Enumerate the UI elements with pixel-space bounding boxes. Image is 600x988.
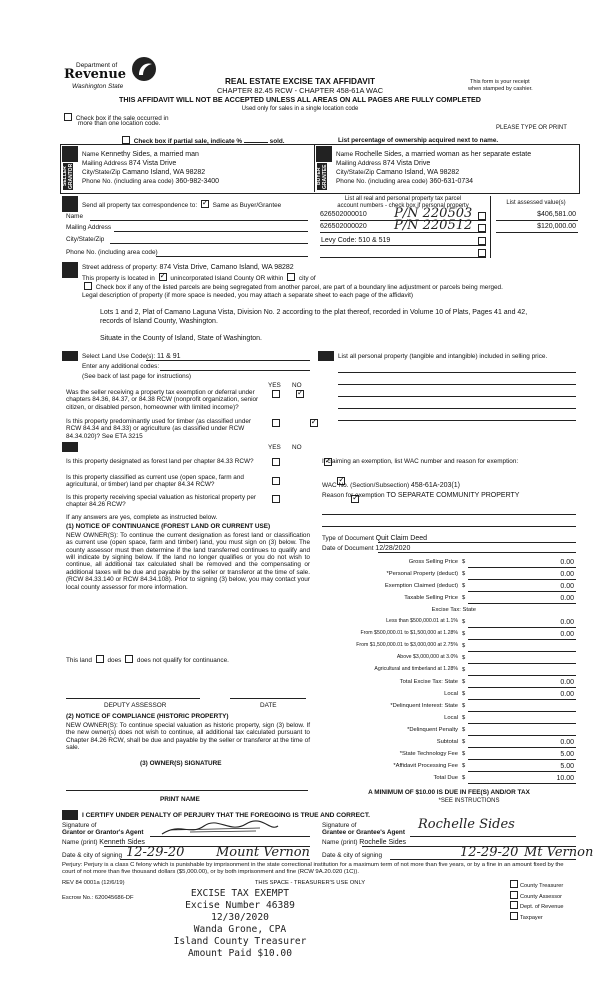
q1-yes-checkbox[interactable] bbox=[272, 390, 280, 398]
parcel-personal-checkbox[interactable] bbox=[478, 224, 486, 232]
qualify-row bbox=[66, 655, 229, 664]
buyer-side-label: BUYER GRANTEE bbox=[316, 164, 328, 189]
dor-logo bbox=[62, 58, 162, 92]
owner-signature-label: (3) OWNER(S) SIGNATURE bbox=[140, 760, 222, 767]
parcel-personal-checkbox[interactable] bbox=[478, 212, 486, 220]
grantee-print-name[interactable]: Rochelle Sides bbox=[359, 839, 406, 846]
dor-revenue: Revenue bbox=[64, 67, 127, 82]
seller-name-row bbox=[82, 151, 308, 159]
stamp-line: Wanda Grone, CPA bbox=[193, 923, 287, 935]
fee-row: Total Due $ 10.00 bbox=[433, 775, 574, 782]
multi-location-checkbox[interactable] bbox=[64, 113, 72, 121]
seller-city-row bbox=[82, 169, 308, 177]
does-not-qualify-checkbox[interactable] bbox=[125, 655, 133, 663]
fee-row bbox=[322, 607, 576, 617]
corr-phone-label: Phone No. (including area code) bbox=[66, 249, 158, 256]
buyer-name-row bbox=[336, 151, 576, 159]
buyer-city[interactable]: Camano Island, WA 98282 bbox=[376, 169, 460, 176]
copy-distribution bbox=[508, 880, 564, 922]
stamp-line: EXCISE TAX EXEMPT bbox=[190, 888, 290, 899]
reason-label: Reason for exemption bbox=[322, 492, 385, 499]
grantor-sig-label-2: Grantor or Grantor's Agent bbox=[62, 829, 144, 836]
same-as-buyer-checkbox[interactable] bbox=[201, 200, 209, 208]
land-use-codes[interactable]: 11 & 91 bbox=[156, 353, 181, 360]
street-address[interactable]: 874 Vista Drive, Camano Island, WA 98282 bbox=[159, 264, 294, 271]
corr-name-label: Name bbox=[66, 213, 84, 220]
parcel-assessed-value[interactable]: $406,581.00 bbox=[537, 211, 576, 218]
buyer-phone[interactable]: 360-631-0734 bbox=[429, 178, 474, 185]
fee-label: *Affidavit Processing Fee bbox=[393, 763, 458, 769]
compliance-title: (2) NOTICE OF COMPLIANCE (HISTORIC PROPERTY) bbox=[66, 713, 229, 720]
seller-name[interactable]: Kennethy Sides, a married man bbox=[100, 151, 199, 158]
located-row bbox=[82, 273, 316, 282]
copy-checkbox[interactable] bbox=[510, 891, 518, 899]
legal-description-3[interactable]: Situate in the County of Island, State of Washington. bbox=[100, 335, 263, 342]
buyer-name-label: Name bbox=[336, 151, 354, 158]
q3-text: Is this property designated as forest land per chapter 84.33 RCW? bbox=[66, 458, 254, 465]
correspondence-marker-icon bbox=[62, 196, 78, 212]
fee-value[interactable]: 0.00 bbox=[560, 691, 574, 698]
parcel-number[interactable]: 626502000020 bbox=[320, 223, 367, 230]
doc-date-label: Date of Document bbox=[322, 545, 374, 552]
fee-row: Total Excise Tax: State $ 0.00 bbox=[399, 679, 574, 686]
fee-label: Excise Tax: State bbox=[431, 607, 476, 613]
additional-codes-label: Enter any additional codes: bbox=[82, 363, 160, 370]
doc-type-label: Type of Document bbox=[322, 535, 374, 542]
street-row bbox=[82, 264, 294, 272]
grantor-city-handwritten[interactable]: Mount Vernon bbox=[216, 845, 310, 860]
receipt-note-2: when stamped by cashier. bbox=[468, 86, 533, 92]
parcel-number[interactable]: 626502000010 bbox=[320, 211, 367, 218]
fee-row: Above $3,000,000 at 3.0% $ bbox=[322, 655, 576, 665]
land-use-label: Select Land Use Code(s): bbox=[82, 353, 156, 360]
escrow-number: Escrow No.: 620045686-DF bbox=[62, 895, 134, 901]
buyer-city-row bbox=[336, 169, 576, 177]
multi-location-label-2: more than one location code. bbox=[78, 120, 161, 127]
partial-sale-label: Check box if partial sale, indicate % bbox=[133, 138, 243, 145]
deputy-assessor-label: DEPUTY ASSESSOR bbox=[104, 702, 167, 709]
fee-label: Taxable Selling Price bbox=[404, 595, 458, 601]
grantee-print-label: Name (print) bbox=[322, 839, 358, 846]
fee-label: Local bbox=[444, 715, 458, 721]
copy-checkbox[interactable] bbox=[510, 880, 518, 888]
yes-header: YES bbox=[268, 382, 281, 389]
minimum-fee-note: A MINIMUM OF $10.00 IS DUE IN FEE(S) AND/OR TAX bbox=[368, 789, 530, 796]
seller-side-label: SELLER GRANTOR bbox=[62, 163, 74, 190]
copy-checkbox[interactable] bbox=[510, 901, 518, 909]
same-as-buyer-label: Same as Buyer/Grantee bbox=[212, 202, 282, 209]
continuance-text: NEW OWNER(S): To continue the current designation as forest land or classification as current use (open space, farm and timber) land, you must sign on (3) below. The county assessor must then determine if the land transferred continues to qualify and will indicate by signing below. If the land no longer qualifies or you do not wish to continue, all additional tax calculated shall be removed and the compensating or additional taxes will be due and payable by the seller or transferor at the time of sale. (RCW 84.33.140 or RCW 84.34.108). Prior to signing (3) below, you may contact your local county assessor for more information. bbox=[66, 532, 310, 591]
correspondence-row bbox=[82, 200, 281, 209]
corr-phone-field[interactable] bbox=[156, 256, 308, 257]
fee-row: Local $ 0.00 bbox=[444, 691, 574, 698]
doc-date[interactable]: 12/28/2020 bbox=[375, 545, 411, 552]
stamp-line: 12/30/2020 bbox=[211, 911, 269, 923]
segregated-row bbox=[82, 282, 582, 291]
grantor-print-name[interactable]: Kenneth Sides bbox=[99, 839, 145, 846]
copy-label: County Treasurer bbox=[520, 883, 564, 889]
seller-phone[interactable]: 360-982-3400 bbox=[175, 178, 220, 185]
fee-value[interactable]: 0.00 bbox=[560, 595, 574, 602]
stamp-line: Amount Paid $10.00 bbox=[188, 947, 292, 959]
fee-value[interactable]: 5.00 bbox=[560, 763, 574, 770]
see-instructions-note: *SEE INSTRUCTIONS bbox=[438, 798, 500, 804]
grantor-sig-label-1: Signature of bbox=[62, 822, 97, 829]
personal-property-marker-icon bbox=[318, 351, 334, 361]
grantee-signature: Rochelle Sides bbox=[418, 817, 515, 832]
seller-section-marker-icon bbox=[62, 146, 78, 162]
q2-text: Is this property predominantly used for timber (as classified under RCW 84.34 and 84.33) or agriculture (as classified under RCW 84.34.020)? See ETA 3215 bbox=[66, 418, 252, 440]
fee-label: Subtotal bbox=[436, 739, 458, 745]
reason-text[interactable]: TO SEPARATE COMMUNITY PROPERTY bbox=[386, 492, 520, 499]
fee-label: Above $3,000,000 at 3.0% bbox=[396, 654, 458, 660]
form-title: REAL ESTATE EXCISE TAX AFFIDAVIT bbox=[225, 77, 375, 86]
fee-row: Taxable Selling Price $ 0.00 bbox=[404, 595, 574, 602]
buyer-phone-row bbox=[336, 178, 576, 186]
parcels-header-2: account numbers - check box if personal property bbox=[337, 203, 469, 209]
exemption-label: If claiming an exemption, list WAC number and reason for exemption: bbox=[322, 458, 519, 465]
corr-mailing-field[interactable] bbox=[114, 231, 308, 232]
buyer-mailing[interactable]: 874 Vista Drive bbox=[382, 160, 431, 167]
corr-name-field[interactable] bbox=[90, 220, 308, 221]
fee-label: Gross Selling Price bbox=[408, 559, 458, 565]
fee-value[interactable]: 5.00 bbox=[560, 751, 574, 758]
buyer-mailing-label: Mailing Address bbox=[336, 160, 382, 167]
stamp-line: Island County Treasurer bbox=[173, 935, 307, 947]
fee-value[interactable]: 0.00 bbox=[560, 583, 574, 590]
fee-table bbox=[322, 559, 576, 809]
fee-value[interactable]: 0.00 bbox=[560, 571, 574, 578]
corr-city-field[interactable] bbox=[110, 243, 308, 244]
fee-value[interactable]: 0.00 bbox=[560, 739, 574, 746]
grantee-date-handwritten[interactable]: 12-29-20 bbox=[460, 845, 519, 860]
copy-checkbox[interactable] bbox=[510, 912, 518, 920]
personal-property-label: List all personal property (tangible and intangible) included in selling price. bbox=[338, 353, 548, 360]
fee-value[interactable]: 0.00 bbox=[560, 679, 574, 686]
continuance-title: (1) NOTICE OF CONTINUANCE (FOREST LAND OR CURRENT USE) bbox=[66, 523, 271, 530]
buyer-phone-label: Phone No. (including area code) bbox=[336, 178, 428, 185]
no-header-2: NO bbox=[292, 444, 302, 451]
doc-type[interactable]: Quit Claim Deed bbox=[375, 535, 428, 542]
seller-city-label: City/State/Zip bbox=[82, 169, 121, 176]
levy-code[interactable]: Levy Code: 510 & 519 bbox=[321, 237, 391, 244]
does-label: does bbox=[107, 657, 122, 664]
legal-description-1[interactable]: Lots 1 and 2, Plat of Camano Laguna Vista, Division No. 2 according to the plat thereof, recorded in Volume 10 of Plats, Pages 41 and 42, bbox=[100, 309, 528, 316]
multi-location-label-1: Check box if the sale occurred in bbox=[75, 115, 169, 122]
assessor-date-line[interactable] bbox=[230, 698, 306, 699]
fee-value[interactable]: 0.00 bbox=[560, 619, 574, 626]
please-type: PLEASE TYPE OR PRINT bbox=[496, 125, 567, 131]
partial-sale-sold: sold. bbox=[269, 138, 285, 145]
grantee-sig-label-1: Signature of bbox=[322, 822, 357, 829]
form-chapter: CHAPTER 82.45 RCW - CHAPTER 458-61A WAC bbox=[216, 86, 384, 95]
segregated-label: Check box if any of the listed parcels are being segregated from another parcel, are part of a boundary line adjustment or parcels being merged. bbox=[95, 284, 503, 291]
q3-yes-checkbox[interactable] bbox=[272, 458, 280, 466]
q4-yes-checkbox[interactable] bbox=[272, 477, 280, 485]
land-use-marker-icon bbox=[62, 351, 78, 361]
rev-code: REV 84 0001a (12/6/19) bbox=[62, 880, 125, 886]
grantee-city-handwritten[interactable]: Mt Vernon bbox=[524, 845, 594, 860]
deputy-assessor-line[interactable] bbox=[66, 698, 200, 699]
grantor-print-label: Name (print) bbox=[62, 839, 98, 846]
parcel-personal-checkbox[interactable] bbox=[478, 249, 486, 257]
fee-label: From $500,000.01 to $1,500,000 at 1.28% bbox=[360, 630, 458, 636]
grantee-date-label: Date & city of signing bbox=[322, 852, 383, 859]
treasurer-stamp bbox=[160, 888, 320, 960]
fee-row: *Delinquent Interest: State $ bbox=[322, 703, 576, 713]
property-section-marker-icon bbox=[62, 262, 78, 278]
stamp-line: Excise Number 46389 bbox=[185, 899, 295, 911]
fee-row: Subtotal $ 0.00 bbox=[436, 739, 574, 746]
legal-description-2[interactable]: records of Island County, Washington. bbox=[100, 318, 218, 325]
fee-label: Total Due bbox=[433, 775, 458, 781]
does-not-label: does not qualify for continuance. bbox=[136, 657, 229, 664]
grantor-date-handwritten[interactable]: 12-29-20 bbox=[126, 845, 185, 860]
parcels-header-1: List all real and personal property tax parcel bbox=[344, 196, 462, 202]
parcel-assessed-value[interactable]: $120,000.00 bbox=[537, 223, 576, 230]
fee-label: *Delinquent Penalty bbox=[407, 727, 458, 733]
fee-row: Gross Selling Price $ 0.00 bbox=[408, 559, 574, 566]
wac-number[interactable]: 458-61A-203(1) bbox=[410, 482, 460, 489]
fee-row: From $1,500,000.01 to $3,000,000 at 2.75% $ bbox=[322, 643, 576, 653]
correspondence-send-label: Send all property tax correspondence to: bbox=[82, 202, 198, 209]
grantee-sig-label-2: Grantee or Grantee's Agent bbox=[322, 829, 405, 836]
fee-row: *Affidavit Processing Fee $ 5.00 bbox=[393, 763, 574, 770]
forest-section-marker-icon bbox=[62, 442, 78, 452]
unincorporated-label: unincorporated Island County OR within bbox=[170, 275, 284, 282]
seller-phone-label: Phone No. (including area code) bbox=[82, 178, 174, 185]
parcel-personal-checkbox[interactable] bbox=[478, 237, 486, 245]
form-warning: THIS AFFIDAVIT WILL NOT BE ACCEPTED UNLESS ALL AREAS ON ALL PAGES ARE FULLY COMPLETED bbox=[119, 95, 481, 104]
assessed-header: List assessed value(s) bbox=[506, 200, 566, 206]
treasurer-space-label: THIS SPACE - TREASURER'S USE ONLY bbox=[254, 880, 366, 886]
no-header: NO bbox=[292, 382, 302, 389]
fee-label: *Personal Property (deduct) bbox=[386, 571, 458, 577]
unincorporated-checkbox[interactable] bbox=[159, 273, 167, 281]
buyer-name[interactable]: Rochelle Sides, a married woman as her separate estate bbox=[354, 151, 532, 158]
parcel-handwritten-pn: P/N 220503 bbox=[394, 206, 473, 221]
assessor-date-label: DATE bbox=[260, 702, 277, 709]
compliance-text: NEW OWNER(S): To continue special valuation as historic property, sign (3) below. If the new owner(s) does not wish to continue, all additional tax calculated pursuant to Chapter 84.26 RCW, shall be due and payable by the seller or transferor at the time of sale. bbox=[66, 722, 310, 752]
grantor-date-label: Date & city of signing bbox=[62, 852, 123, 859]
fee-value[interactable]: 10.00 bbox=[556, 775, 574, 782]
legal-label: Legal description of property (if more space is needed, you may attach a separate sheet to each page of the affidavit) bbox=[82, 292, 413, 299]
q5-text: Is this property receiving special valuation as historical property per chapter 84.26 RCW? bbox=[66, 494, 257, 509]
fee-row: *State Technology Fee $ 5.00 bbox=[399, 751, 574, 758]
fee-value[interactable]: 0.00 bbox=[560, 559, 574, 566]
fee-row: *Personal Property (deduct) $ 0.00 bbox=[386, 571, 574, 578]
seller-phone-row bbox=[82, 178, 308, 186]
q2-no-checkbox[interactable] bbox=[310, 419, 318, 427]
copy-label: County Assessor bbox=[520, 893, 562, 900]
dor-logo-mark bbox=[130, 56, 158, 82]
buyer-section-marker-icon bbox=[316, 146, 332, 162]
if-yes-note: If any answers are yes, complete as instructed below. bbox=[66, 514, 218, 521]
fee-row: From $500,000.01 to $1,500,000 at 1.28% $ 0.00 bbox=[360, 630, 574, 638]
city-of-label: city of bbox=[298, 275, 316, 282]
qualify-label: This land bbox=[66, 657, 92, 664]
wac-label: WAC No. (Section/Subsection) bbox=[322, 482, 410, 489]
partial-sale-checkbox[interactable] bbox=[122, 136, 130, 144]
dor-state: Washington State bbox=[72, 83, 124, 90]
fee-row: Exemption Claimed (deduct) $ 0.00 bbox=[384, 583, 574, 590]
seller-name-label: Name bbox=[82, 151, 100, 158]
corr-city-label: City/State/Zip bbox=[66, 236, 105, 243]
fee-row: *Delinquent Penalty $ bbox=[322, 727, 576, 737]
q5-yes-checkbox[interactable] bbox=[272, 495, 280, 503]
city-of-checkbox[interactable] bbox=[287, 273, 295, 281]
street-label: Street address of property: bbox=[82, 264, 158, 271]
fee-label: Local bbox=[444, 691, 458, 697]
fee-label: Exemption Claimed (deduct) bbox=[384, 583, 458, 589]
fee-row: Less than $500,000.01 at 1.1% $ 0.00 bbox=[386, 618, 574, 626]
reason-row bbox=[322, 492, 519, 500]
receipt-note-1: This form is your receipt bbox=[470, 79, 530, 85]
wac-row bbox=[322, 482, 460, 490]
certify-marker-icon bbox=[62, 810, 78, 820]
parcel-row-2 bbox=[316, 218, 578, 233]
q1-text: Was the seller receiving a property tax exemption or deferral under chapters 84.36, 84.37, or 84.38 RCW (nonprofit organization, senior citizen, or disabled person, homeowner with limited income)? bbox=[66, 389, 259, 411]
q1-no-checkbox[interactable] bbox=[296, 390, 304, 398]
parcel-handwritten-pn: P/N 220512 bbox=[394, 218, 473, 233]
copy-label: Taxpayer bbox=[520, 914, 543, 921]
fee-label: *Delinquent Interest: State bbox=[390, 703, 458, 709]
q4-text: Is this property classified as current use (open space, farm and agricultural, or timber) land per chapter 84.34 RCW? bbox=[66, 474, 244, 489]
certify-title: I CERTIFY UNDER PENALTY OF PERJURY THAT THE FOREGOING IS TRUE AND CORRECT. bbox=[82, 812, 370, 819]
buyer-city-label: City/State/Zip bbox=[336, 169, 375, 176]
single-location-note: Used only for sales in a single location code bbox=[241, 106, 359, 112]
segregated-checkbox[interactable] bbox=[84, 282, 92, 290]
seller-mailing-row bbox=[82, 160, 308, 168]
fee-label: Total Excise Tax: State bbox=[399, 679, 458, 685]
buyer-mailing-row bbox=[336, 160, 576, 168]
seller-mailing[interactable]: 874 Vista Drive bbox=[128, 160, 177, 167]
dor-dept-of: Department of bbox=[76, 62, 118, 69]
fee-row: Agricultural and timberland at 1.28% $ bbox=[322, 667, 576, 677]
fee-label: *State Technology Fee bbox=[399, 751, 458, 757]
corr-mailing-label: Mailing Address bbox=[66, 224, 112, 231]
fee-label: Agricultural and timberland at 1.28% bbox=[374, 666, 458, 672]
located-in-label: This property is located in bbox=[82, 275, 155, 282]
yes-header-2: YES bbox=[268, 444, 281, 451]
see-back-label: (See back of last page for instructions) bbox=[82, 373, 192, 380]
q2-yes-checkbox[interactable] bbox=[272, 419, 280, 427]
print-name-line[interactable] bbox=[66, 790, 308, 791]
copy-label: Dept. of Revenue bbox=[520, 904, 564, 911]
fee-value[interactable]: 0.00 bbox=[560, 631, 574, 638]
perjury-text: Perjury: Perjury is a class C felony which is punishable by imprisonment in the state correctional institution for a maximum term of not more than five years, or by a fine in an amount fixed by the court of not more than five thousand dollars ($5,000.00), or by both imprisonment and fine (RCW 9A.20.020 (1C)). bbox=[62, 862, 564, 875]
fee-label: From $1,500,000.01 to $3,000,000 at 2.75% bbox=[356, 642, 458, 648]
seller-mailing-label: Mailing Address bbox=[82, 160, 128, 167]
fee-row: Local $ bbox=[322, 715, 576, 725]
does-qualify-checkbox[interactable] bbox=[96, 655, 104, 663]
seller-city[interactable]: Camano Island, WA 98282 bbox=[122, 169, 206, 176]
ownership-note: List percentage of ownership acquired next to name. bbox=[338, 137, 499, 144]
print-name-label: PRINT NAME bbox=[160, 796, 200, 803]
fee-label: Less than $500,000.01 at 1.1% bbox=[386, 618, 458, 624]
